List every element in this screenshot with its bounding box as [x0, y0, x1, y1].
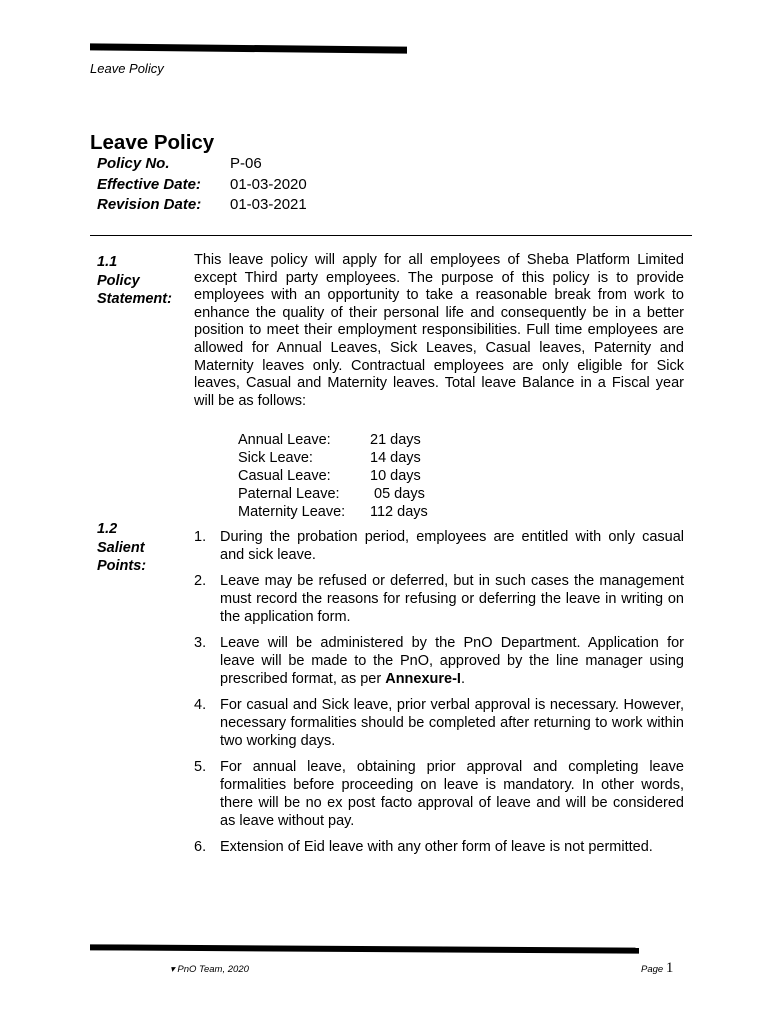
list-number: 3.: [194, 635, 207, 651]
page-label: Page: [641, 964, 664, 975]
list-item: [194, 572, 684, 626]
page-indicator: [641, 960, 673, 977]
section-title-line: Policy: [97, 272, 140, 289]
meta-label: Effective Date:: [97, 175, 201, 193]
list-text-tail: .: [460, 671, 465, 687]
section-1-label: [97, 253, 172, 309]
leave-balance-table: [238, 431, 428, 521]
footer-team: ▾ PnO Team, 2020: [170, 964, 249, 975]
footer-rule: [90, 944, 639, 953]
salient-points-list: [194, 528, 684, 864]
list-text: Leave may be refused or deferred, but in such cases the management must record the reasons for refusing or deferring the leave in writing on the application form.: [220, 573, 684, 625]
leave-row: [238, 503, 428, 521]
leave-days: 112 days: [370, 504, 428, 520]
annexure-reference: Annexure-I: [385, 671, 461, 687]
section-title-line: Statement:: [97, 291, 172, 307]
list-item: [194, 696, 684, 750]
policy-number-row: [97, 154, 307, 175]
revision-date-row: [97, 195, 307, 216]
page-number: 1: [665, 960, 674, 976]
leave-days: 21 days: [370, 432, 421, 448]
section-title-line: Salient: [97, 539, 145, 556]
meta-value: 01-03-2020: [230, 175, 307, 193]
policy-meta: [97, 154, 307, 216]
leave-row: [238, 449, 428, 467]
policy-statement-text: This leave policy will apply for all employees of Sheba Platform Limited except Third party employees. The purpose of this policy is to provide employees with an opportunity to take a reasonable break from work to enhance the quality of their personal life and consequently be in a better position to meet their employment responsibilities. Full time employees are allowed for Annual Leaves, Sick Leaves, Casual leaves, Paternity and Maternity leaves only. Contractual employees are only eligible for Sick leaves, Casual and Maternity leaves. Total leave Balance in a Fiscal year will be as follows:: [194, 252, 684, 409]
list-number: 4.: [194, 697, 207, 713]
list-number: 1.: [194, 529, 207, 545]
leave-row: [238, 485, 428, 503]
list-item: [194, 528, 684, 564]
effective-date-row: [97, 175, 307, 196]
leave-type: Annual Leave:: [238, 432, 331, 448]
leave-type: Maternity Leave:: [238, 504, 346, 520]
leave-days: 10 days: [370, 468, 421, 484]
running-header: Leave Policy: [90, 61, 164, 76]
list-number: 2.: [194, 573, 207, 589]
list-text: During the probation period, employees are entitled with only casual and sick leave.: [220, 529, 684, 563]
list-item: [194, 758, 684, 830]
leave-days: 14 days: [370, 450, 421, 466]
section-number: 1.2: [97, 521, 118, 537]
meta-label: Policy No.: [97, 155, 170, 172]
section-2-label: [97, 520, 146, 576]
meta-value: 01-03-2021: [230, 196, 307, 213]
list-text: Leave will be administered by the PnO Department. Application for leave will be made to the PnO, approved by the line manager using prescribed format, as per: [220, 635, 684, 687]
leave-type: Paternal Leave:: [238, 486, 340, 502]
list-number: 5.: [194, 759, 207, 775]
list-text-container: [220, 634, 684, 688]
list-text: For annual leave, obtaining prior approval and completing leave formalities before proceeding on leave is mandatory. In other words, there will be no ex post facto approval of leave and will be considered as leave without pay.: [220, 759, 684, 829]
header-rule: [90, 43, 407, 53]
list-item: [194, 838, 684, 856]
leave-row: [238, 467, 428, 485]
meta-label: Revision Date:: [97, 196, 202, 213]
leave-type: Sick Leave:: [238, 450, 313, 466]
list-text: For casual and Sick leave, prior verbal approval is necessary. However, necessary formalities should be completed after returning to work within two working days.: [220, 697, 684, 749]
list-item: [194, 634, 684, 688]
leave-row: [238, 431, 428, 449]
section-number: 1.1: [97, 254, 118, 270]
document-title: Leave Policy: [90, 131, 215, 154]
leave-type: Casual Leave:: [238, 468, 331, 484]
meta-value: P-06: [230, 155, 262, 172]
list-text: Extension of Eid leave with any other form of leave is not permitted.: [220, 839, 653, 855]
leave-days: 05 days: [370, 486, 425, 502]
section-divider: [90, 235, 692, 236]
list-number: 6.: [194, 839, 207, 855]
section-title-line: Points:: [97, 558, 147, 574]
